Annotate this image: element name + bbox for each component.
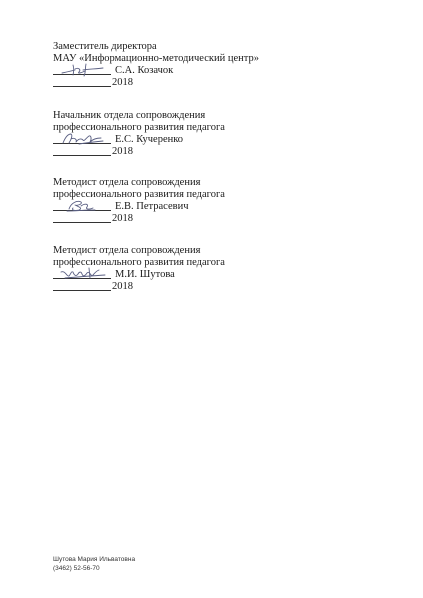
position-title-line-2: профессионального развития педагога <box>53 256 225 268</box>
handwritten-signature <box>59 197 107 213</box>
handwritten-signature <box>59 265 107 281</box>
signatory-name: Е.В. Петрасевич <box>115 200 189 212</box>
handwritten-signature <box>59 61 107 77</box>
approval-block-department-head <box>53 110 393 157</box>
signatory-name: М.И. Шутова <box>115 268 175 280</box>
date-row <box>53 76 393 88</box>
footer-phone: (3462) 52-56-70 <box>53 564 100 572</box>
position-title-line-1: Методист отдела сопровождения <box>53 177 201 188</box>
signatory-name: С.А. Козачок <box>115 64 174 76</box>
position-title-line-2: профессионального развития педагога <box>53 121 225 133</box>
approval-block-methodist-1 <box>53 177 393 224</box>
date-row <box>53 145 393 157</box>
position-title-line-1: Методист отдела сопровождения <box>53 245 201 256</box>
date-line <box>53 290 111 291</box>
handwritten-signature <box>59 130 107 146</box>
position-title-line-2: профессионального развития педагога <box>53 188 225 200</box>
footer-author: Шутова Мария Ильватовна <box>53 556 136 563</box>
year: 2018 <box>112 145 133 157</box>
date-row <box>53 212 393 224</box>
approval-block-methodist-2 <box>53 245 393 292</box>
signatory-name: Е.С. Кучеренко <box>115 133 184 145</box>
year: 2018 <box>112 212 133 224</box>
date-line <box>53 222 111 223</box>
year: 2018 <box>112 76 133 88</box>
position-title-line-1: Заместитель директора <box>53 41 157 52</box>
approval-block-deputy-director <box>53 41 393 88</box>
date-line <box>53 86 111 87</box>
signature-row <box>53 200 393 212</box>
document-footer <box>53 556 135 573</box>
signature-row <box>53 64 393 76</box>
signature-row <box>53 133 393 145</box>
position-title-line-2: МАУ «Информационно-методический центр» <box>53 52 259 64</box>
date-row <box>53 280 393 292</box>
position-title-line-1: Начальник отдела сопровождения <box>53 110 206 121</box>
signature-row <box>53 268 393 280</box>
date-line <box>53 155 111 156</box>
year: 2018 <box>112 280 133 292</box>
